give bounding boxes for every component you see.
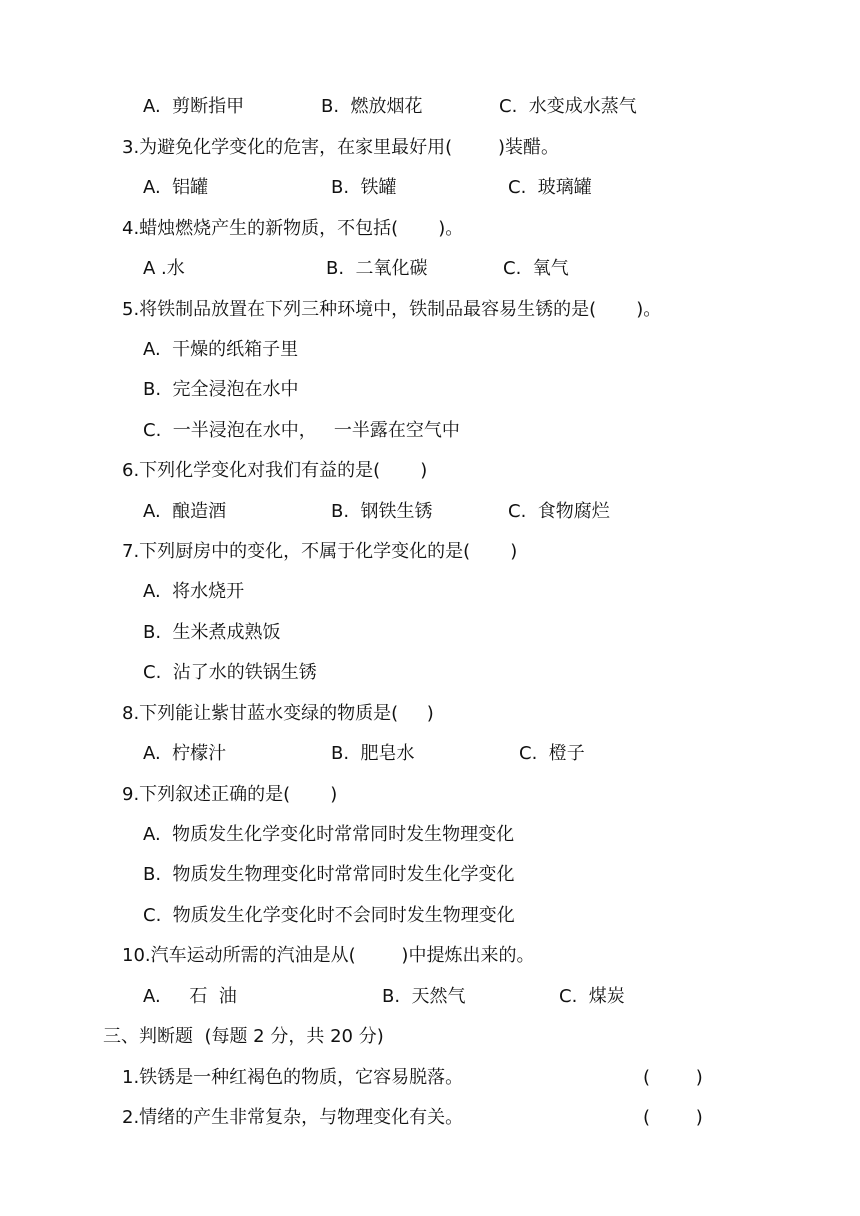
q4-option-a: A .水 [143,258,185,279]
q7-stem: 7.下列厨房中的变化，不属于化学变化的是( ) [122,541,518,562]
q10-stem: 10.汽车运动所需的汽油是从( )中提炼出来的。 [122,945,535,966]
judge-item-1-text: 1.铁锈是一种红褐色的物质，它容易脱落。 [122,1067,464,1088]
q4-option-b: B. 二氧化碳 [326,258,428,279]
q7-option-b: B. 生米煮成熟饭 [143,622,281,643]
q8-option-b: B. 肥皂水 [331,743,415,764]
section3-heading: 三、判断题 (每题 2 分，共 20 分) [103,1026,384,1047]
q5-option-c: C. 一半浸泡在水中， 一半露在空气中 [143,420,460,441]
q5-stem: 5.将铁制品放置在下列三种环境中，铁制品最容易生锈的是( )。 [122,299,662,320]
q10-option-b: B. 天然气 [382,986,466,1007]
q9-option-a: A. 物质发生化学变化时常常同时发生物理变化 [143,824,515,845]
q3-option-c: C. 玻璃罐 [508,177,592,198]
q9-option-c: C. 物质发生化学变化时不会同时发生物理变化 [143,905,515,926]
q7-option-a: A. 将水烧开 [143,581,245,602]
q5-option-b: B. 完全浸泡在水中 [143,379,299,400]
q8-option-c: C. 橙子 [519,743,585,764]
q6-stem: 6.下列化学变化对我们有益的是( ) [122,460,428,481]
q5-option-a: A. 干燥的纸箱子里 [143,339,299,360]
q2-option-c: C. 水变成水蒸气 [499,96,637,117]
q7-option-c: C. 沾了水的铁锅生锈 [143,662,317,683]
q10-option-a: A. 石 油 [143,986,237,1007]
q9-option-b: B. 物质发生物理变化时常常同时发生化学变化 [143,864,515,885]
q2-option-b: B. 燃放烟花 [321,96,423,117]
q4-stem: 4.蜡烛燃烧产生的新物质，不包括( )。 [122,218,464,239]
q4-option-c: C. 氧气 [503,258,569,279]
q3-stem: 3.为避免化学变化的危害，在家里最好用( )装醋。 [122,137,559,158]
q6-option-b: B. 钢铁生锈 [331,501,433,522]
q6-option-a: A. 酿造酒 [143,501,227,522]
judge-item-2-text: 2.情绪的产生非常复杂，与物理变化有关。 [122,1107,464,1128]
q9-stem: 9.下列叙述正确的是( ) [122,784,338,805]
q3-option-a: A. 铝罐 [143,177,209,198]
q8-option-a: A. 柠檬汁 [143,743,227,764]
q10-option-c: C. 煤炭 [559,986,625,1007]
q3-option-b: B. 铁罐 [331,177,397,198]
q6-option-c: C. 食物腐烂 [508,501,610,522]
q8-stem: 8.下列能让紫甘蓝水变绿的物质是( ) [122,703,434,724]
judge-item-1-bracket: ( ) [643,1067,703,1088]
q2-option-a: A. 剪断指甲 [143,96,245,117]
judge-item-2-bracket: ( ) [643,1107,703,1128]
